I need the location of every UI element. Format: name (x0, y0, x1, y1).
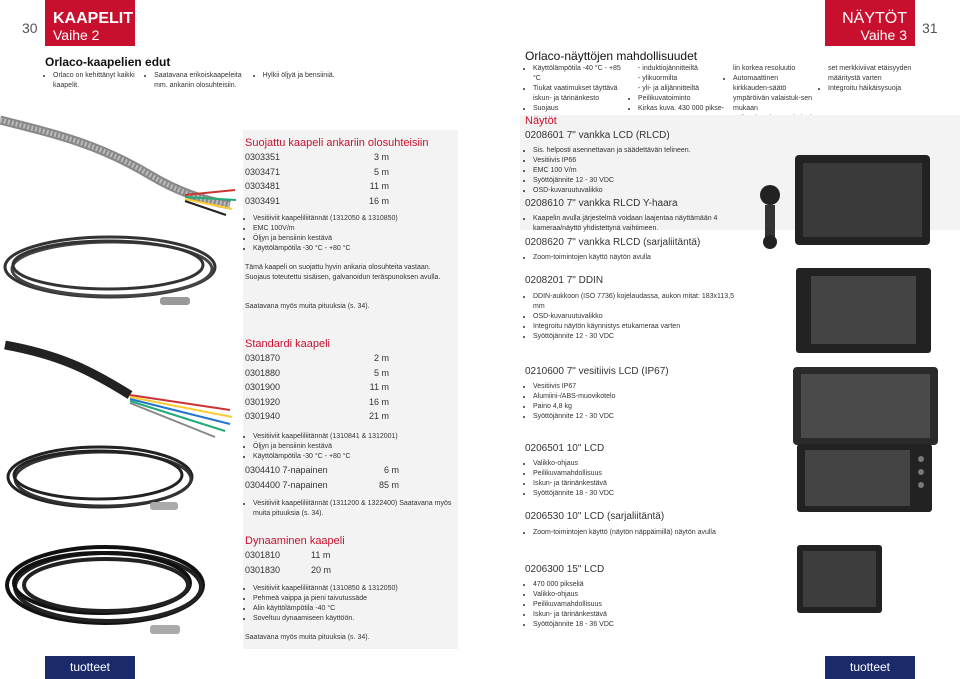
product-code: 0304410 7-napainen (245, 465, 328, 475)
monitor-rlcd-image (735, 150, 935, 250)
feature-bullet: • Tiukat vaatimukset täyttävä iskun- ja tärinänkesto (533, 84, 628, 104)
monitor-ip67-image (793, 367, 943, 447)
monitor-15-image (797, 545, 887, 615)
product-bullet: • Syöttöjännite 18 - 36 VDC (533, 620, 743, 630)
product-bullet: • 470 000 pikseliä (533, 580, 743, 590)
right-header-subtitle: Vaihe 3 (860, 27, 907, 43)
dynamic-code-list (245, 548, 339, 577)
feature-bullet: • Integroitu häikäisysuoja (828, 84, 925, 94)
dynamic-bullets (245, 584, 458, 624)
right-header-box (825, 0, 915, 46)
spec-bullet: • Vesitiiviit kaapeliliitännät (1310850 & 1312050) (253, 584, 458, 594)
product-bullet: • Zoom-toimintojen käyttö (näytön näppäimillä) näytön avulla (533, 528, 773, 538)
left-section-title: Orlaco-kaapelien edut (45, 55, 171, 69)
product-bullet: • Valikko-ohjaus (533, 590, 743, 600)
cable-length: 16 m (368, 195, 389, 206)
standard-cable-title: Standardi kaapeli (245, 338, 331, 350)
product-bullets (525, 580, 743, 630)
spec-bullet: • Soveltuu dynaamiseen käyttöön. (253, 614, 458, 624)
product-code: 0301830 (245, 564, 281, 575)
product-code: 0301880 (245, 367, 281, 378)
intro-bullet: • Hylkii öljyä ja bensiiniä. (263, 71, 365, 81)
product-bullet: • Alumiini-/ABS-muovikotelo (533, 392, 743, 402)
code-row (245, 179, 389, 194)
feature-bullet: • Kirkas kuva. 430 000 pikse- (638, 104, 725, 114)
pin-code-list (245, 463, 399, 492)
product-name: 0210600 7" vesitiivis LCD (IP67) (525, 366, 669, 377)
product-bullet: • Syöttöjännite 18 - 30 VDC (533, 489, 743, 499)
dynamic-cable-title: Dynaaminen kaapeli (245, 535, 345, 547)
product-name: 0208201 7" DDIN (525, 275, 604, 286)
intro-bullet: • Saatavana erikoiskaapeleita mm. ankariin olosuhteisiin. (154, 71, 255, 91)
product-code: 0303491 (245, 195, 281, 206)
product-code: 0303481 (245, 181, 281, 191)
cable-length: 11 m (311, 550, 331, 560)
product-bullet: • Syöttöjännite 12 - 30 VDC (533, 176, 743, 186)
product-bullets (525, 214, 743, 234)
right-header-title: NÄYTÖT (842, 10, 907, 27)
features-col4 (820, 64, 925, 94)
spec-bullet: • Vesitiiviit kaapeliliitännät (1310841 & 1312001) (253, 432, 458, 442)
product-bullet: • Syöttöjännite 12 - 30 VDC (533, 412, 743, 422)
standard-code-list (245, 351, 389, 424)
product-bullet: • OSD-kuvaruutuvalikko (533, 312, 743, 322)
product-bullet: • Valikko-ohjaus (533, 459, 743, 469)
standard-cable-image (0, 325, 240, 440)
protected-code-list (245, 150, 389, 208)
features-col4-bullets (820, 84, 925, 94)
product-bullet: • Syöttöjännite 12 - 30 VDC (533, 332, 743, 342)
features-col2 (630, 64, 725, 114)
code-row (245, 548, 339, 563)
product-bullet: • Iskun- ja tärinänkestävä (533, 610, 743, 620)
feature-item: - ylikuormilta (638, 75, 678, 82)
spec-bullet: • Vesitiiviit kaapeliliitännät (1311200 & 1322400) Saatavana myös muita pituuksia (s. 34). (253, 499, 458, 519)
product-bullet: • Kaapelin avulla järjestelmä voidaan laajentaa näyttämään 4 kameraa/näyttö yhdistettynä vaihtimeen. (533, 214, 743, 234)
product-code: 0303471 (245, 166, 281, 177)
product-bullet: • EMC 100 V/m (533, 166, 743, 176)
product-bullet: • Peilikuvamahdollisuus (533, 600, 743, 610)
product-bullet: • Peilikuvamahdollisuus (533, 469, 743, 479)
feature-item: set merkkiviivat etäisyyden määritystä varten (828, 65, 912, 82)
dynamic-cable-coil-image (0, 535, 240, 645)
feature-item: - yli- ja alijännitteiltä (638, 85, 700, 92)
product-name: 0206530 10" LCD (sarjaliitäntä) (525, 511, 665, 522)
left-header-box (45, 0, 135, 46)
code-row (245, 165, 389, 180)
standard-cable-coil-image (0, 432, 240, 527)
spec-bullet: • EMC 100V/m (253, 224, 458, 234)
protected-note: Saatavana myös muita pituuksia (s. 34). (245, 303, 370, 310)
product-bullet: • Paino 4,8 kg (533, 402, 743, 412)
intro-bullet: • Orlaco on kehittänyt kaikki kaapelit. (53, 71, 146, 91)
right-section-title: Orlaco-näyttöjen mahdollisuudet (525, 49, 698, 63)
code-row (245, 478, 399, 493)
cable-length: 85 m (378, 479, 399, 490)
product-bullet: • Vesitiivis IP66 (533, 156, 743, 166)
product-code: 0301920 (245, 396, 281, 407)
left-page-number: 30 (22, 20, 38, 36)
product-code: 0304400 7-napainen (245, 479, 328, 490)
product-bullets (525, 253, 743, 263)
product-bullets (525, 459, 743, 499)
product-bullets (525, 146, 743, 196)
code-row (245, 380, 389, 395)
code-row (245, 463, 399, 478)
spec-bullet: • Alin käyttölämpötila -40 °C (253, 604, 458, 614)
product-bullet: • Sis. helposti asennettavan ja säädettävän telineen. (533, 146, 743, 156)
product-code: 0301870 (245, 353, 281, 363)
cable-length: 11 m (369, 181, 389, 191)
product-name: 0206300 15" LCD (525, 564, 605, 575)
code-row (245, 194, 389, 209)
feature-bullet: • Automaattinen kirkkauden-säätö ympäröivän valaistuk-sen mukaan (733, 74, 815, 114)
protected-description: Tämä kaapeli on suojattu hyvin ankaria olosuhteita vastaan. Suojaus toteutettu sisäisen, galvanoidun teräspunoksen avulla. (245, 264, 441, 281)
right-footer-tab[interactable]: tuotteet (825, 656, 915, 679)
feature-bullet: • Käyttölämpötila -40 °C - +85 °C (533, 64, 628, 84)
feature-bullet: • Peilikuvatoiminto (638, 94, 725, 104)
feature-item: lin korkea resoluutio (733, 65, 796, 72)
feature-bullet: • Suojaus (533, 104, 628, 114)
left-footer-tab[interactable]: tuotteet (45, 656, 135, 679)
intro-bullets (45, 71, 365, 91)
product-bullet: • Zoom-toimintojen käyttö näytön avulla (533, 253, 743, 263)
spec-bullet: • Käyttölämpötila -30 °C - +80 °C (253, 244, 458, 254)
product-bullets (525, 382, 743, 422)
product-bullet: • OSD-kuvaruutuvalikko (533, 186, 743, 196)
cable-length: 6 m (383, 465, 399, 475)
code-row (245, 395, 389, 410)
product-name: 0208620 7" vankka RLCD (sarjaliitäntä) (525, 237, 701, 248)
left-header-subtitle: Vaihe 2 (53, 27, 100, 43)
right-page-number: 31 (922, 20, 938, 36)
left-header-title: KAAPELIT (53, 10, 133, 27)
product-bullet: • Vesitiivis IP67 (533, 382, 743, 392)
product-bullet: • DDIN-aukkoon (ISO 7736) kojelaudassa, aukon mitat: 183x113,5 mm (533, 292, 743, 312)
feature-item: - induktiojännitteiltä (638, 65, 698, 72)
cable-length: 21 m (368, 411, 389, 421)
monitor-ddin-image (796, 268, 936, 358)
product-bullet: • Integroitu näytön käynnistys etukameraa varten (533, 322, 743, 332)
product-bullet: • Iskun- ja tärinänkestävä (533, 479, 743, 489)
product-code: 0301940 (245, 411, 281, 421)
cable-length: 3 m (373, 152, 389, 162)
product-code: 0303351 (245, 152, 281, 162)
spec-bullet: • Pehmeä vaippa ja pieni taivutussäde (253, 594, 458, 604)
spec-bullet: • Öljyn ja bensiinin kestävä (253, 234, 458, 244)
protected-bullets (245, 214, 458, 254)
cable-length: 20 m (311, 564, 332, 575)
code-row (245, 366, 389, 381)
cable-length: 16 m (368, 396, 389, 407)
protected-cable-image (0, 105, 240, 220)
spec-bullet: • Öljyn ja bensiinin kestävä (253, 442, 458, 452)
monitor-10-image (797, 444, 937, 514)
product-name: 0208601 7" vankka LCD (RLCD) (525, 130, 670, 141)
pin-bullets (245, 499, 458, 519)
product-bullets (525, 292, 743, 342)
code-row (245, 351, 389, 366)
product-code: 0301900 (245, 382, 281, 392)
cable-length: 2 m (373, 353, 389, 363)
features-col2-bullets (630, 94, 725, 114)
standard-bullets (245, 432, 458, 462)
dynamic-note: Saatavana myös muita pituuksia (s. 34). (245, 634, 370, 641)
product-code: 0301810 (245, 550, 281, 560)
code-row (245, 150, 389, 165)
product-name: 0206501 10" LCD (525, 443, 605, 454)
features-col1 (525, 64, 628, 114)
spec-bullet: • Vesitiiviit kaapeliliitännät (1312050 & 1310850) (253, 214, 458, 224)
spec-bullet: • Käyttölämpötila -30 °C - +80 °C (253, 452, 458, 462)
protected-cable-coil-image (0, 222, 240, 317)
code-row (245, 409, 389, 424)
cable-length: 5 m (373, 367, 389, 378)
product-bullets (525, 528, 773, 538)
product-name: 0208610 7" vankka RLCD Y-haara (525, 198, 678, 209)
protected-cable-title: Suojattu kaapeli ankariin olosuhteisiin (245, 137, 429, 149)
cable-length: 11 m (369, 382, 389, 392)
code-row (245, 563, 339, 578)
products-heading: Näytöt (525, 115, 557, 127)
cable-length: 5 m (373, 166, 389, 177)
